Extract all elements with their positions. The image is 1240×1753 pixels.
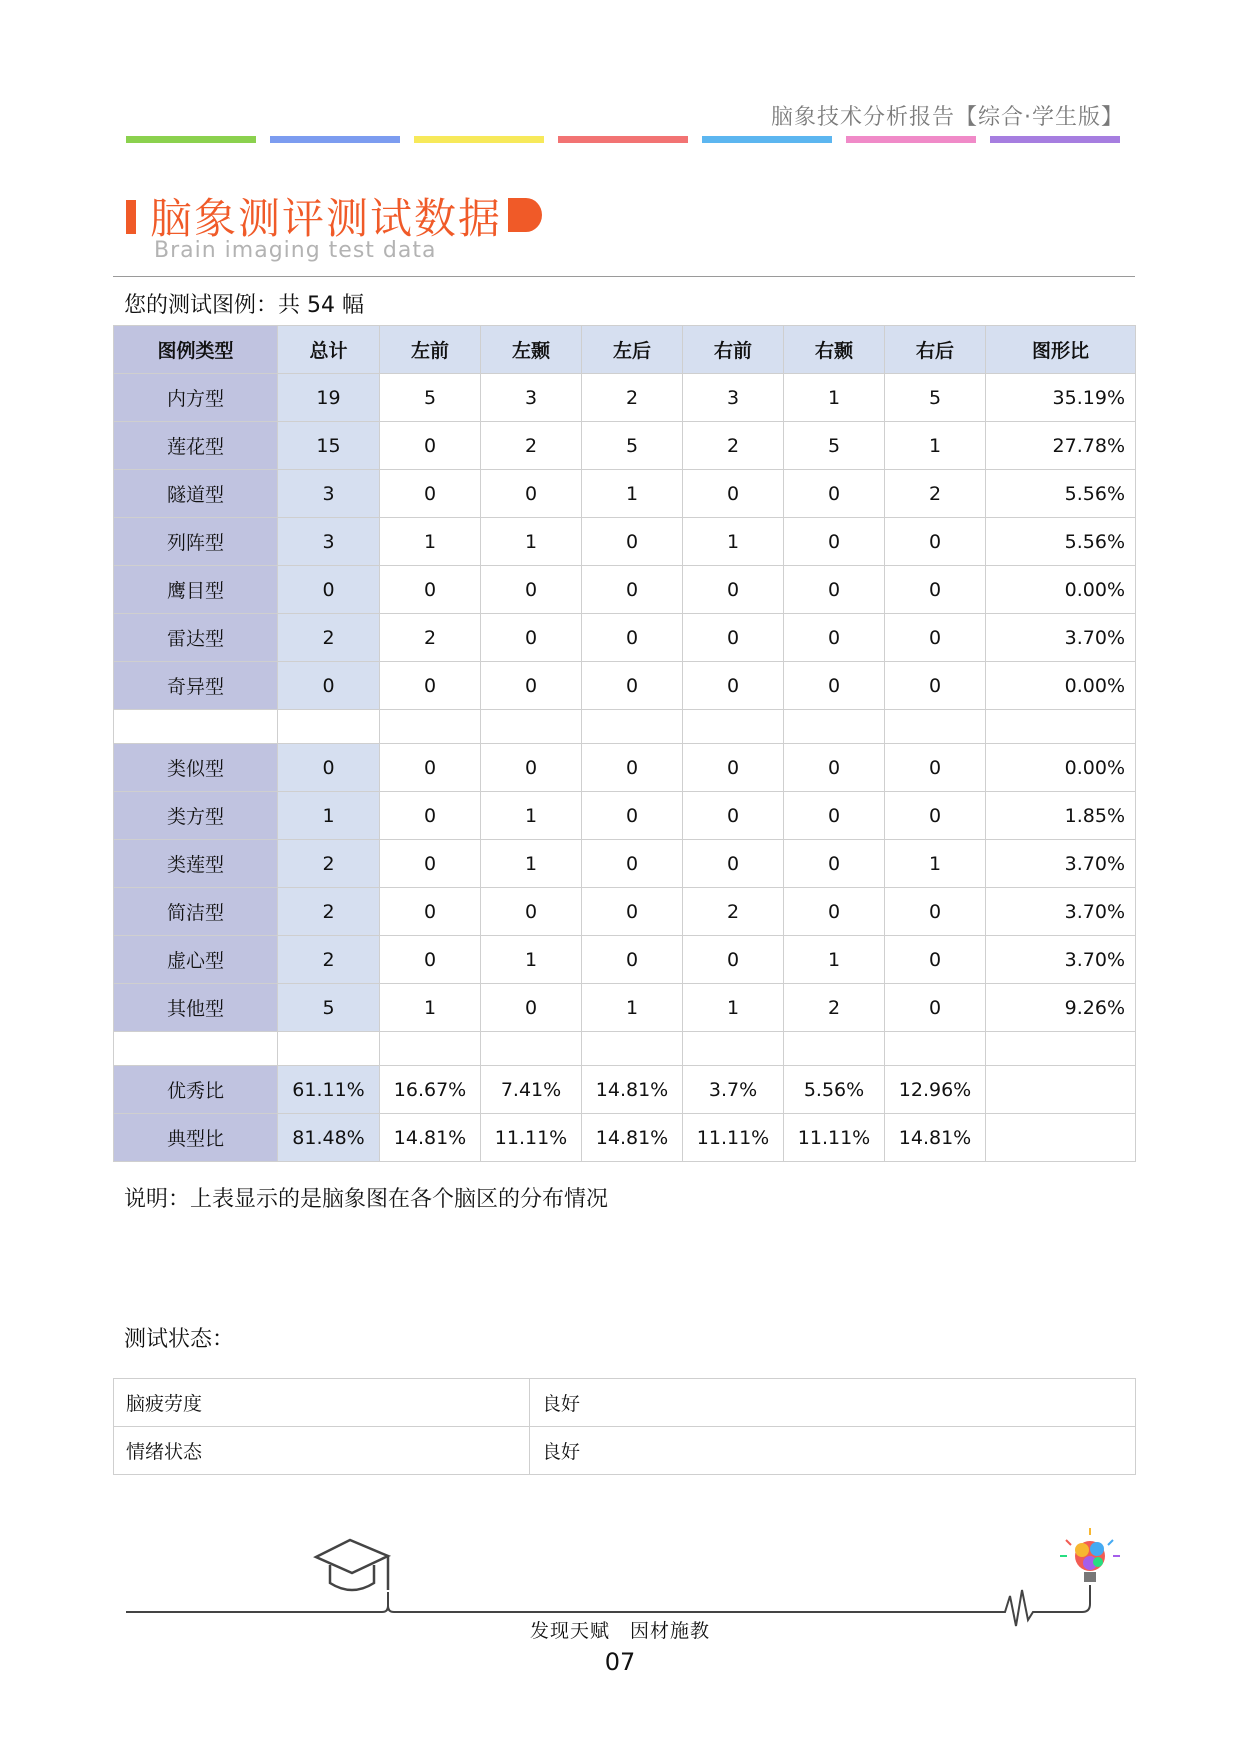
data-cell: 14.81%	[582, 1114, 683, 1162]
brain-image-table	[113, 325, 1136, 1162]
table-row	[114, 422, 1136, 470]
data-cell	[986, 1114, 1136, 1162]
data-cell: 0	[582, 614, 683, 662]
data-cell: 0	[784, 888, 885, 936]
data-cell: 1	[278, 792, 380, 840]
section-marker	[126, 200, 136, 234]
empty-cell	[885, 1032, 986, 1066]
empty-cell	[683, 1032, 784, 1066]
data-cell: 0	[885, 662, 986, 710]
data-cell: 0	[885, 566, 986, 614]
data-cell: 0	[278, 566, 380, 614]
data-cell: 1	[885, 840, 986, 888]
status-label: 脑疲劳度	[114, 1379, 530, 1427]
empty-cell	[885, 710, 986, 744]
data-cell: 3	[683, 374, 784, 422]
data-cell: 0	[784, 614, 885, 662]
data-cell: 0	[380, 422, 481, 470]
table-note: 说明：上表显示的是脑象图在各个脑区的分布情况	[124, 1187, 609, 1212]
row-type-cell: 虚心型	[114, 936, 278, 984]
data-cell: 0	[380, 840, 481, 888]
data-cell: 5	[278, 984, 380, 1032]
data-cell: 2	[380, 614, 481, 662]
data-cell: 0	[380, 888, 481, 936]
row-type-cell: 鹰目型	[114, 566, 278, 614]
data-cell: 0	[380, 744, 481, 792]
data-cell: 19	[278, 374, 380, 422]
data-cell: 2	[885, 470, 986, 518]
data-cell: 0	[380, 936, 481, 984]
table-row	[114, 984, 1136, 1032]
color-bar	[702, 136, 832, 143]
data-cell: 1	[481, 792, 582, 840]
section-subtitle: Brain imaging test data	[154, 238, 437, 263]
table-row	[114, 744, 1136, 792]
table-row	[114, 614, 1136, 662]
header-cell: 右后	[885, 326, 986, 374]
empty-cell	[582, 710, 683, 744]
data-cell: 1	[481, 936, 582, 984]
data-cell: 0	[582, 792, 683, 840]
header-cell: 左前	[380, 326, 481, 374]
data-cell: 81.48%	[278, 1114, 380, 1162]
data-cell: 0	[481, 614, 582, 662]
data-cell: 2	[784, 984, 885, 1032]
data-cell: 0	[582, 888, 683, 936]
data-cell: 35.19%	[986, 374, 1136, 422]
section-title: 脑象测评测试数据	[150, 194, 503, 243]
header-cell: 左后	[582, 326, 683, 374]
table-row	[114, 518, 1136, 566]
data-cell: 11.11%	[481, 1114, 582, 1162]
data-cell: 5.56%	[784, 1066, 885, 1114]
empty-cell	[784, 710, 885, 744]
data-cell: 3.70%	[986, 840, 1136, 888]
data-cell: 11.11%	[683, 1114, 784, 1162]
data-cell: 3.70%	[986, 888, 1136, 936]
data-cell: 0	[481, 984, 582, 1032]
data-cell: 2	[278, 936, 380, 984]
row-type-cell: 内方型	[114, 374, 278, 422]
data-cell: 1	[885, 422, 986, 470]
data-cell: 2	[683, 422, 784, 470]
data-cell: 5.56%	[986, 518, 1136, 566]
row-type-cell: 隧道型	[114, 470, 278, 518]
data-cell: 0.00%	[986, 662, 1136, 710]
color-bar	[126, 136, 256, 143]
data-cell: 0	[278, 744, 380, 792]
data-cell: 0	[885, 518, 986, 566]
data-cell: 0	[481, 566, 582, 614]
status-value: 良好	[530, 1379, 1136, 1427]
data-cell: 2	[683, 888, 784, 936]
data-cell: 0	[582, 566, 683, 614]
data-cell: 5	[380, 374, 481, 422]
data-cell: 1	[380, 984, 481, 1032]
data-cell: 0	[683, 936, 784, 984]
data-cell: 3	[278, 470, 380, 518]
color-bar	[558, 136, 688, 143]
data-cell: 0	[784, 744, 885, 792]
data-cell: 0	[683, 840, 784, 888]
data-cell: 0	[683, 470, 784, 518]
table-row	[114, 1066, 1136, 1114]
table-row	[114, 840, 1136, 888]
status-table	[113, 1378, 1136, 1475]
data-cell: 1	[380, 518, 481, 566]
row-type-cell: 莲花型	[114, 422, 278, 470]
data-cell: 1	[582, 470, 683, 518]
data-cell: 0	[784, 518, 885, 566]
status-row	[114, 1379, 1136, 1427]
data-cell: 0	[481, 662, 582, 710]
data-cell: 61.11%	[278, 1066, 380, 1114]
table-header-row	[114, 326, 1136, 374]
data-cell: 0	[885, 888, 986, 936]
data-cell: 1	[481, 518, 582, 566]
empty-cell	[380, 710, 481, 744]
section-divider	[113, 276, 1135, 277]
table-row	[114, 662, 1136, 710]
data-cell: 0	[380, 662, 481, 710]
data-cell: 0	[885, 984, 986, 1032]
empty-cell	[114, 1032, 278, 1066]
row-type-cell: 雷达型	[114, 614, 278, 662]
report-title: 脑象技术分析报告【综合·学生版】	[771, 105, 1124, 130]
data-cell: 0	[683, 614, 784, 662]
data-cell: 3.70%	[986, 614, 1136, 662]
status-label: 情绪状态	[114, 1427, 530, 1475]
empty-cell	[380, 1032, 481, 1066]
data-cell: 0	[683, 566, 784, 614]
data-cell: 1	[784, 936, 885, 984]
data-cell: 0	[582, 662, 683, 710]
data-cell: 5	[885, 374, 986, 422]
data-cell: 1	[784, 374, 885, 422]
header-cell: 左颞	[481, 326, 582, 374]
row-type-cell: 类方型	[114, 792, 278, 840]
section-end-icon	[508, 198, 544, 232]
table-row	[114, 1114, 1136, 1162]
data-cell: 0	[582, 518, 683, 566]
header-cell: 总计	[278, 326, 380, 374]
spacer-row	[114, 710, 1136, 744]
light-bulb-icon	[1060, 1528, 1120, 1582]
data-cell: 0	[784, 566, 885, 614]
data-cell	[986, 1066, 1136, 1114]
table-row	[114, 374, 1136, 422]
data-cell: 5.56%	[986, 470, 1136, 518]
data-cell: 14.81%	[582, 1066, 683, 1114]
data-cell: 0	[885, 792, 986, 840]
data-cell: 3	[278, 518, 380, 566]
empty-cell	[278, 710, 380, 744]
row-type-cell: 奇异型	[114, 662, 278, 710]
data-cell: 0	[784, 662, 885, 710]
data-cell: 0	[380, 792, 481, 840]
data-cell: 0	[683, 662, 784, 710]
table-row	[114, 936, 1136, 984]
empty-cell	[986, 710, 1136, 744]
data-cell: 2	[278, 888, 380, 936]
row-type-cell: 其他型	[114, 984, 278, 1032]
data-cell: 0	[683, 744, 784, 792]
color-bar	[846, 136, 976, 143]
header-color-bars	[126, 136, 1124, 144]
data-cell: 0	[380, 566, 481, 614]
data-cell: 1	[683, 984, 784, 1032]
empty-cell	[582, 1032, 683, 1066]
empty-cell	[278, 1032, 380, 1066]
status-row	[114, 1427, 1136, 1475]
data-cell: 0	[683, 792, 784, 840]
color-bar	[990, 136, 1120, 143]
status-value: 良好	[530, 1427, 1136, 1475]
status-caption: 测试状态：	[124, 1327, 235, 1352]
data-cell: 2	[278, 840, 380, 888]
header-cell: 右前	[683, 326, 784, 374]
header-cell: 右颞	[784, 326, 885, 374]
table-row	[114, 566, 1136, 614]
data-cell: 12.96%	[885, 1066, 986, 1114]
data-cell: 0	[885, 936, 986, 984]
data-cell: 0	[784, 792, 885, 840]
data-cell: 0	[278, 662, 380, 710]
footer-slogan: 发现天赋 因材施教	[529, 1620, 710, 1642]
data-cell: 15	[278, 422, 380, 470]
data-cell: 0	[582, 744, 683, 792]
row-type-cell: 优秀比	[114, 1066, 278, 1114]
data-cell: 9.26%	[986, 984, 1136, 1032]
data-cell: 3.70%	[986, 936, 1136, 984]
data-cell: 3.7%	[683, 1066, 784, 1114]
page-number: 07	[604, 1648, 636, 1676]
table-row	[114, 888, 1136, 936]
empty-cell	[784, 1032, 885, 1066]
data-cell: 2	[481, 422, 582, 470]
data-cell: 27.78%	[986, 422, 1136, 470]
data-cell: 1	[683, 518, 784, 566]
data-cell: 1	[481, 840, 582, 888]
total-caption: 您的测试图例：共 54 幅	[124, 293, 364, 318]
data-cell: 0	[481, 470, 582, 518]
data-cell: 0	[481, 888, 582, 936]
data-cell: 0.00%	[986, 566, 1136, 614]
data-cell: 7.41%	[481, 1066, 582, 1114]
empty-cell	[481, 710, 582, 744]
data-cell: 0	[885, 614, 986, 662]
data-cell: 0.00%	[986, 744, 1136, 792]
empty-cell	[683, 710, 784, 744]
empty-cell	[114, 710, 278, 744]
data-cell: 5	[784, 422, 885, 470]
data-cell: 0	[481, 744, 582, 792]
empty-cell	[986, 1032, 1136, 1066]
data-cell: 1	[582, 984, 683, 1032]
data-cell: 2	[278, 614, 380, 662]
header-cell: 图形比	[986, 326, 1136, 374]
data-cell: 14.81%	[885, 1114, 986, 1162]
table-row	[114, 792, 1136, 840]
graduation-cap-icon	[316, 1540, 388, 1590]
row-type-cell: 简洁型	[114, 888, 278, 936]
empty-cell	[481, 1032, 582, 1066]
row-type-cell: 典型比	[114, 1114, 278, 1162]
data-cell: 5	[582, 422, 683, 470]
data-cell: 0	[784, 470, 885, 518]
data-cell: 3	[481, 374, 582, 422]
row-type-cell: 类莲型	[114, 840, 278, 888]
data-cell: 14.81%	[380, 1114, 481, 1162]
color-bar	[270, 136, 400, 143]
spacer-row	[114, 1032, 1136, 1066]
row-type-cell: 列阵型	[114, 518, 278, 566]
data-cell: 16.67%	[380, 1066, 481, 1114]
data-cell: 0	[885, 744, 986, 792]
row-type-cell: 类似型	[114, 744, 278, 792]
data-cell: 11.11%	[784, 1114, 885, 1162]
color-bar	[414, 136, 544, 143]
table-row	[114, 470, 1136, 518]
data-cell: 1.85%	[986, 792, 1136, 840]
data-cell: 2	[582, 374, 683, 422]
header-cell: 图例类型	[114, 326, 278, 374]
data-cell: 0	[380, 470, 481, 518]
data-cell: 0	[582, 840, 683, 888]
data-cell: 0	[582, 936, 683, 984]
data-cell: 0	[784, 840, 885, 888]
